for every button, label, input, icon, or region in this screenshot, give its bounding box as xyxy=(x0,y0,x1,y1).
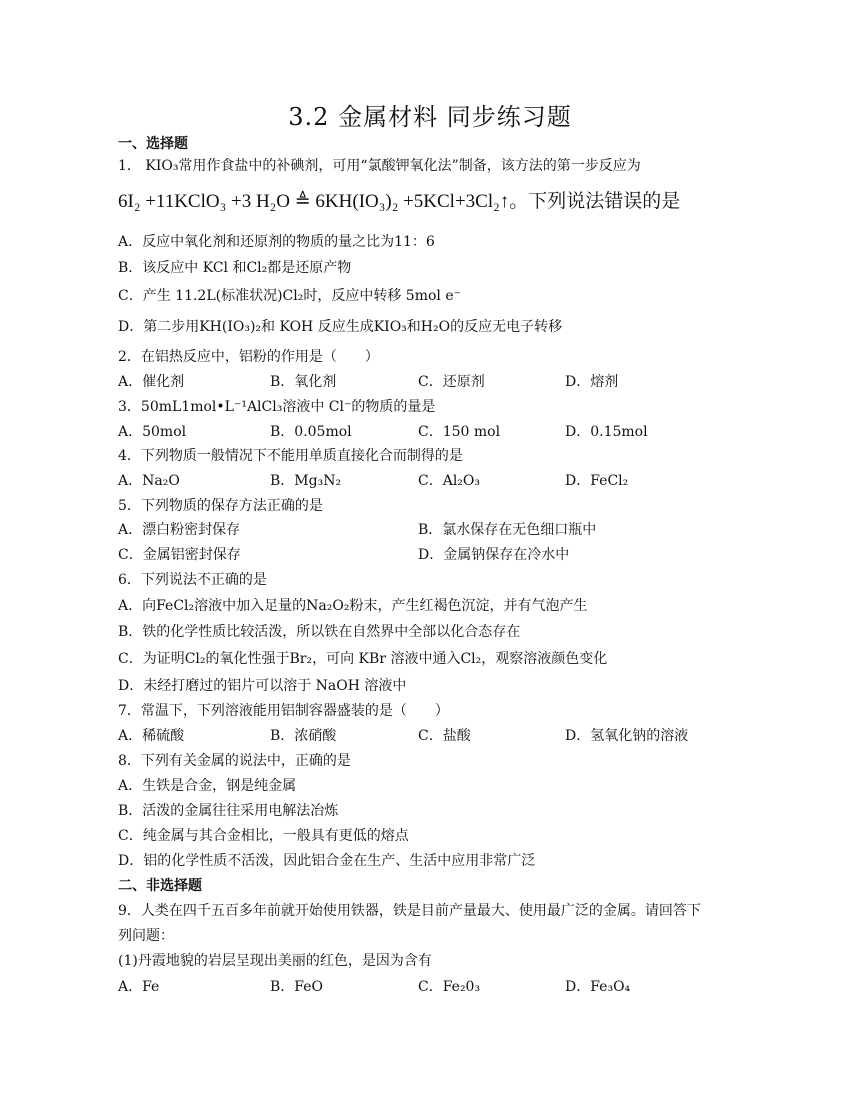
question-9-sub1: (1)丹霞地貌的岩层呈现出美丽的红色，是因为含有 xyxy=(118,953,432,969)
question-4-option-c[interactable]: C．Al₂O₃ xyxy=(418,473,481,489)
question-2-option-d[interactable]: D．熔剂 xyxy=(565,374,619,390)
question-8-stem: 8．下列有关金属的说法中，正确的是 xyxy=(118,753,351,769)
question-8-option-d[interactable]: D．铝的化学性质不活泼，因此铝合金在生产、生活中应用非常广泛 xyxy=(118,853,536,869)
question-6-option-a[interactable]: A．向FeCl₂溶液中加入足量的Na₂O₂粉末，产生红褐色沉淀，并有气泡产生 xyxy=(118,598,588,614)
question-3-option-a[interactable]: A．50mol xyxy=(118,424,187,440)
question-1-option-d[interactable]: D．第二步用KH(IO₃)₂和 KOH 反应生成KIO₃和H₂O的反应无电子转移 xyxy=(118,319,563,335)
question-2-option-b[interactable]: B．氧化剂 xyxy=(270,374,337,390)
question-1-stem: 1． KIO₃常用作食盐中的补碘剂，可用“氯酸钾氧化法”制备，该方法的第一步反应为 xyxy=(118,158,641,174)
question-4-option-b[interactable]: B．Mg₃N₂ xyxy=(270,473,342,489)
question-8-option-c[interactable]: C．纯金属与其合金相比，一般具有更低的熔点 xyxy=(118,828,409,844)
question-9-option-c[interactable]: C．Fe₂0₃ xyxy=(418,979,481,995)
question-1-equation: 6I₂ +11KClO₃ +3 H₂O ≜ 6KH(IO₃)₂ +5KCl+3Cl₂↑。下列说法错误的是 xyxy=(118,191,681,212)
question-6-option-d[interactable]: D．未经打磨过的铝片可以溶于 NaOH 溶液中 xyxy=(118,678,407,694)
question-2-option-c[interactable]: C．还原剂 xyxy=(418,374,485,390)
question-9-stem-line2: 列问题： xyxy=(118,928,174,944)
question-3-option-d[interactable]: D．0.15mol xyxy=(565,424,648,440)
question-3-option-b[interactable]: B．0.05mol xyxy=(270,424,352,440)
page-title: 3.2 金属材料 同步练习题 xyxy=(288,103,572,131)
question-7-option-c[interactable]: C．盐酸 xyxy=(418,728,471,744)
question-5-option-d[interactable]: D．金属钠保存在冷水中 xyxy=(418,547,570,563)
question-3-stem: 3．50mL1mol•L⁻¹AlCl₃溶液中 Cl⁻的物质的量是 xyxy=(118,399,436,415)
question-5-option-c[interactable]: C．金属铝密封保存 xyxy=(118,547,241,563)
question-9-option-d[interactable]: D．Fe₃O₄ xyxy=(565,979,631,995)
section-heading-non-choice: 二、非选择题 xyxy=(118,878,202,894)
question-7-option-d[interactable]: D．氢氧化钠的溶液 xyxy=(565,728,689,744)
question-9-stem-line1: 9．人类在四千五百多年前就开始使用铁器，铁是目前产量最大、使用最广泛的金属。请回答下 xyxy=(118,903,701,919)
question-5-stem: 5．下列物质的保存方法正确的是 xyxy=(118,498,323,514)
question-4-option-a[interactable]: A．Na₂O xyxy=(118,473,180,489)
question-6-stem: 6．下列说法不正确的是 xyxy=(118,572,267,588)
question-1-option-a[interactable]: A．反应中氧化剂和还原剂的物质的量之比为11：6 xyxy=(118,234,435,250)
question-6-option-b[interactable]: B．铁的化学性质比较活泼，所以铁在自然界中全部以化合态存在 xyxy=(118,624,521,640)
question-1-option-c[interactable]: C．产生 11.2L(标准状况)Cl₂时，反应中转移 5mol e⁻ xyxy=(118,288,462,304)
question-5-option-b[interactable]: B．氯水保存在无色细口瓶中 xyxy=(418,522,597,538)
question-4-option-d[interactable]: D．FeCl₂ xyxy=(565,473,629,489)
question-3-option-c[interactable]: C．150 mol xyxy=(418,424,501,440)
question-9-option-a[interactable]: A．Fe xyxy=(118,979,160,995)
question-8-option-a[interactable]: A．生铁是合金，钢是纯金属 xyxy=(118,778,297,794)
question-9-option-b[interactable]: B．FeO xyxy=(270,979,323,995)
section-heading-choice: 一、选择题 xyxy=(118,136,188,152)
question-5-option-a[interactable]: A．漂白粉密封保存 xyxy=(118,522,241,538)
question-6-option-c[interactable]: C．为证明Cl₂的氧化性强于Br₂，可向 KBr 溶液中通入Cl₂，观察溶液颜色变化 xyxy=(118,651,608,667)
question-7-option-b[interactable]: B．浓硝酸 xyxy=(270,728,337,744)
question-2-option-a[interactable]: A．催化剂 xyxy=(118,374,185,390)
question-8-option-b[interactable]: B．活泼的金属往往采用电解法冶炼 xyxy=(118,803,339,819)
question-2-stem: 2．在铝热反应中，铝粉的作用是（ ） xyxy=(118,349,379,365)
question-1-option-b[interactable]: B．该反应中 KCl 和Cl₂都是还原产物 xyxy=(118,260,352,276)
question-7-option-a[interactable]: A．稀硫酸 xyxy=(118,728,185,744)
question-7-stem: 7．常温下，下列溶液能用铝制容器盛装的是（ ） xyxy=(118,703,449,719)
question-4-stem: 4．下列物质一般情况下不能用单质直接化合而制得的是 xyxy=(118,448,463,464)
